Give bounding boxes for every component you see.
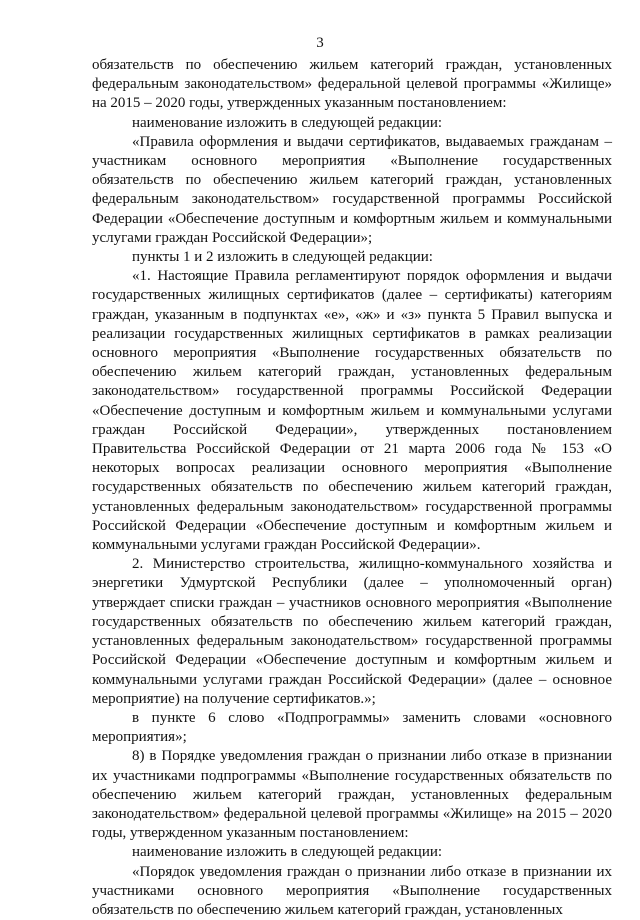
paragraph: в пункте 6 слово «Подпрограммы» заменить словами «основного мероприятия»; xyxy=(92,709,612,746)
paragraph: пункты 1 и 2 изложить в следующей редакции: xyxy=(132,249,433,266)
paragraph: «Порядок уведомления граждан о признании либо отказе в признании их участниками основного мероприятия «Выполнение государственных обязательств по обеспечению жильем категорий граждан, установленных xyxy=(92,863,612,918)
paragraph: наименование изложить в следующей редакции: xyxy=(132,844,443,861)
paragraph: 8) в Порядке уведомления граждан о признании либо отказе в признании их участниками подпрограммы «Выполнение государственных обязательств по обеспечению жильем категорий граждан, установленных федеральным законодательством» федеральной целевой программы «Жилище» на 2015 – 2020 годы, утвержденном указанным постановлением: xyxy=(92,748,612,842)
document-body xyxy=(92,56,612,920)
paragraph: «Правила оформления и выдачи сертификатов, выдаваемых гражданам – участникам основного мероприятия «Выполнение государственных обязательств по обеспечению жильем категорий граждан, установленных федеральным законодательством» государственной программы Российской Федерации «Обеспечение доступным и комфортным жильем и коммунальными услугами граждан Российской Федерации»; xyxy=(92,133,612,246)
paragraph: «1. Настоящие Правила регламентируют порядок оформления и выдачи государственных жилищных сертификатов (далее – сертификаты) категориям граждан, указанным в подпунктах «е», «ж» и «з» пункта 5 Правил выпуска и реализации государственных жилищных сертификатов в рамках реализации основного мероприятия «Выполнение государственных обязательств по обеспечению жильем категорий граждан, установленных федеральным законодательством» государственной программы Российской Федерации «Обеспечение доступным и комфортным жильем и коммунальными услугами граждан Российской Федерации», утвержденных постановлением Правительства Российской Федерации от 21 марта 2006 года № 153 «О некоторых вопросах реализации основного мероприятия «Выполнение государственных обязательств по обеспечению жильем категорий граждан, установленных федеральным законодательством» государственной программы Российской Федерации «Обеспечение доступным и комфортным жильем и коммунальными услугами граждан Российской Федерации». xyxy=(92,268,612,554)
paragraph: обязательств по обеспечению жильем категорий граждан, установленных федеральным законодательством» федеральной целевой программы «Жилище» на 2015 – 2020 годы, утвержденных указанным постановлением: xyxy=(92,57,612,112)
paragraph: наименование изложить в следующей редакции: xyxy=(132,114,443,131)
page-number: 3 xyxy=(316,35,324,51)
paragraph: 2. Министерство строительства, жилищно-коммунального хозяйства и энергетики Удмуртской Республики (далее – уполномоченный орган) утверждает списки граждан – участников основного мероприятия «Выполнение государственных обязательств по обеспечению жильем категорий граждан, установленных федеральным законодательством» государственной программы Российской Федерации «Обеспечение доступным и комфортным жильем и коммунальными услугами граждан Российской Федерации» (далее – основное мероприятие) на получение сертификатов.»; xyxy=(92,556,612,707)
